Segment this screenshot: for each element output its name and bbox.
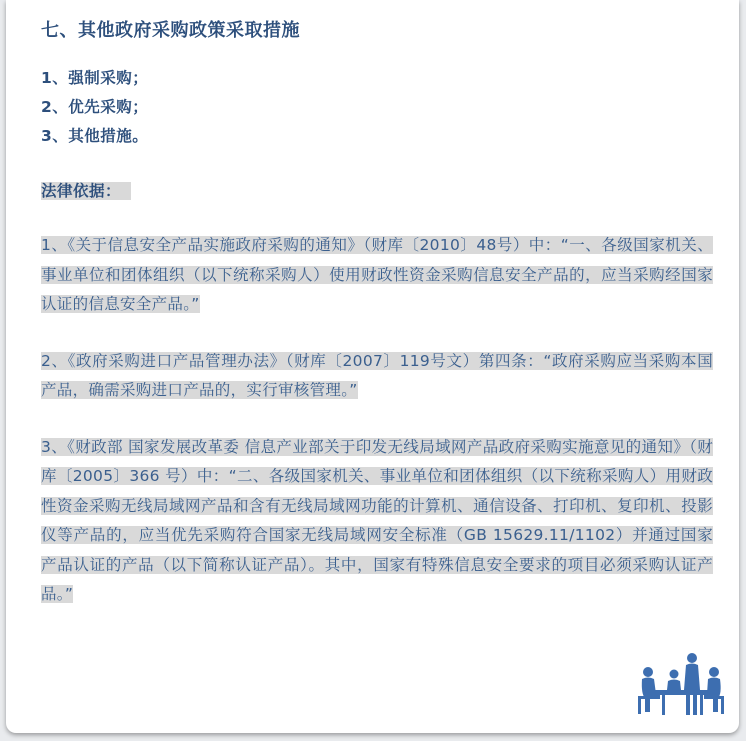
legal-basis-paragraph	[41, 347, 713, 406]
measure-item: 2、优先采购；	[41, 98, 149, 116]
section-heading: 七、其他政府采购政策采取措施	[41, 20, 300, 41]
document-content	[41, 18, 713, 610]
legal-basis-paragraph	[41, 231, 713, 320]
legal-basis-text: 2、《政府采购进口产品管理办法》（财库〔2007〕119号文）第四条：“政府采购应当采购本国产品，确需采购进口产品的，实行审核管理。”	[41, 351, 713, 399]
measure-item: 3、其他措施。	[41, 127, 149, 145]
measure-item: 1、强制采购；	[41, 69, 149, 87]
legal-basis-paragraph	[41, 433, 713, 610]
legal-basis-title-text: 法律依据：	[41, 182, 131, 200]
legal-basis-text: 3、《财政部 国家发展改革委 信息产业部关于印发无线局域网产品政府采购实施意见的通知》（财库〔2005〕366 号）中：“二、各级国家机关、事业单位和团体组织（以下统称采购人）用财政性资金采购无线局域网产品和含有无线局域网功能的计算机、通信设备、打印机、复印机、投影仪等产品的，应当优先采购符合国家无线局域网安全标准（GB 15629.11/1102）并通过国家产品认证的产品（以下简称认证产品）。其中，国家有特殊信息安全要求的项目必须采购认证产品。”	[41, 437, 713, 603]
legal-basis-title	[41, 178, 713, 204]
document-card	[6, 0, 739, 733]
legal-basis-text: 1、《关于信息安全产品实施政府采购的通知》（财库〔2010〕48号）中：“一、各级国家机关、事业单位和团体组织（以下统称采购人）使用财政性资金采购信息安全产品的，应当采购经国家认证的信息安全产品。”	[41, 236, 713, 313]
meeting-people-icon	[634, 652, 726, 718]
